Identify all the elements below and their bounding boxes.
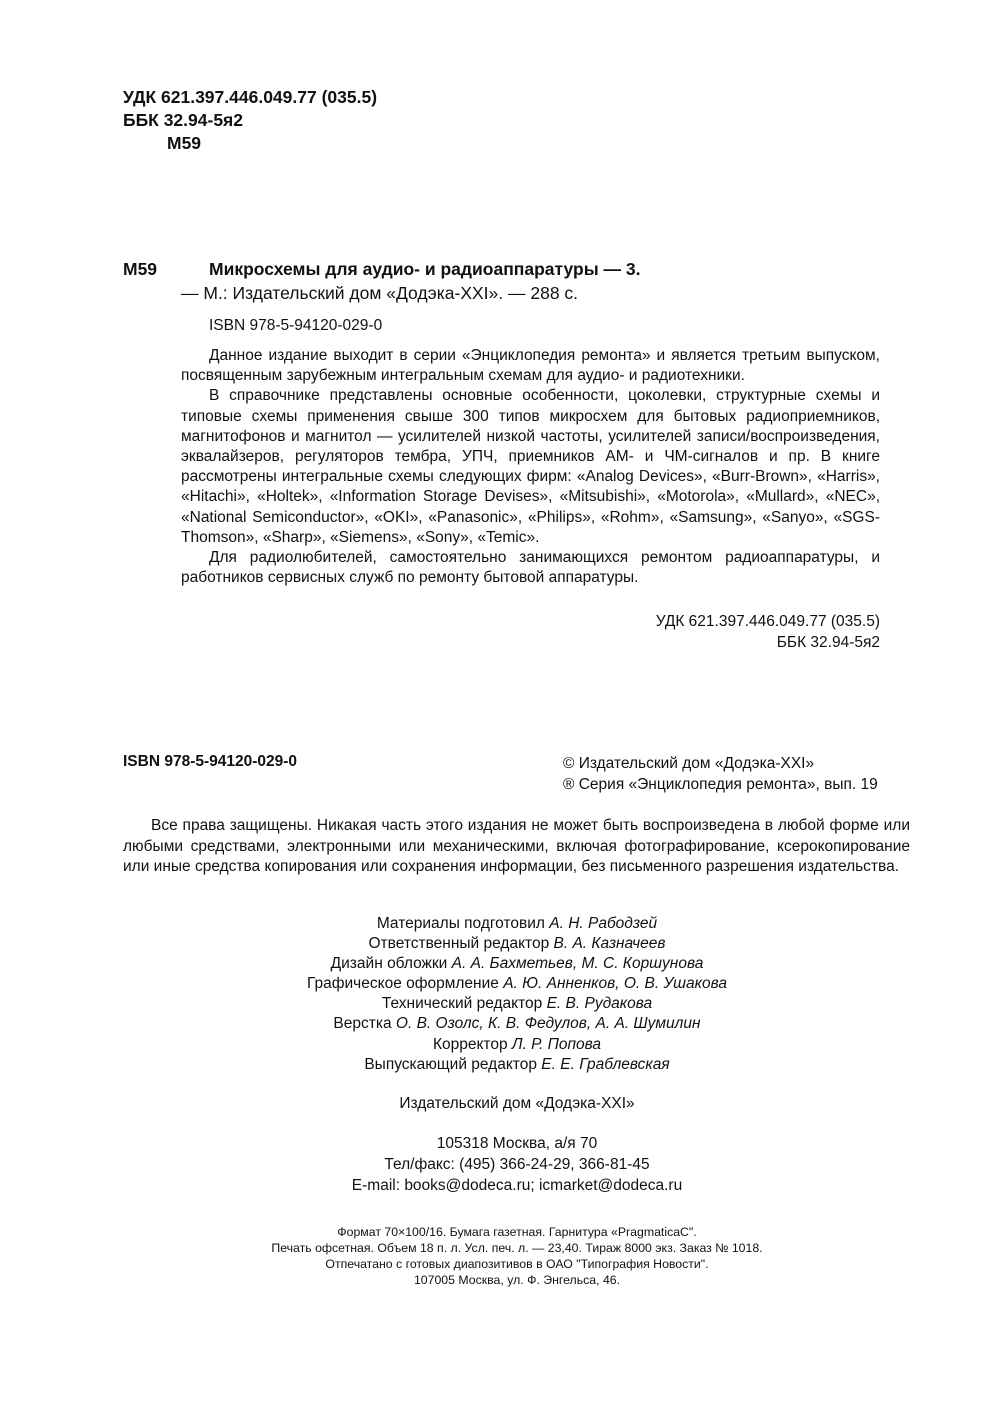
- credit-name: А. Ю. Анненков, О. В. Ушакова: [503, 975, 727, 993]
- credit-role: Материалы подготовил: [376, 915, 545, 932]
- credit-name: Л. Р. Попова: [511, 1035, 602, 1053]
- credit-name: В. А. Казначеев: [553, 935, 666, 953]
- publisher-name: Издательский дом «Додэка-XXI»: [399, 1095, 635, 1112]
- credit-line: [0, 1014, 1005, 1034]
- credit-role: Ответственный редактор: [368, 935, 550, 953]
- credit-line: [0, 1035, 1005, 1055]
- credit-role: Корректор: [432, 1035, 508, 1053]
- credit-line: [0, 1055, 1005, 1075]
- udk-code: УДК 621.397.446.049.77 (035.5): [123, 87, 378, 107]
- credit-name: О. В. Озолс, К. В. Федулов, А. А. Шумилин: [395, 1015, 701, 1033]
- series-notice: ® Серия «Энциклопедия ремонта», вып. 19: [563, 776, 878, 793]
- credit-line: [0, 934, 1005, 954]
- credit-role: Выпускающий редактор: [364, 1055, 537, 1073]
- credit-name: Е. В. Рудакова: [546, 995, 653, 1013]
- credit-line: [0, 914, 1005, 934]
- tech-spec-line: Формат 70×100/16. Бумага газетная. Гарнитура «PragmaticaC".: [337, 1225, 697, 1239]
- copyright-block: [563, 753, 878, 795]
- credit-name: А. А. Бахметьев, М. С. Коршунова: [451, 955, 704, 973]
- credit-role: Верстка: [333, 1015, 392, 1033]
- bbk-code: ББК 32.94-5я2: [123, 110, 243, 130]
- publication-imprint: — М.: Издательский дом «Додэка-XXI». — 288 с.: [181, 283, 579, 303]
- tech-spec-line: Отпечатано с готовых диапозитивов в ОАО "Типография Новости".: [325, 1257, 709, 1271]
- credit-line: [0, 954, 1005, 974]
- annotation: [181, 346, 880, 588]
- rights-notice: Все права защищены. Никакая часть этого издания не может быть воспроизведена в любой форме или любыми средствами, электронными или механическими, включая фотографирование, ксерокопирование или иные средства копирования или сохранения информации, без письменного разрешения издательства.: [123, 817, 910, 876]
- udk-code: УДК 621.397.446.049.77 (035.5): [655, 613, 880, 630]
- phone-fax: Тел/факс: (495) 366-24-29, 366-81-45: [384, 1156, 650, 1173]
- postal-address: 105318 Москва, а/я 70: [436, 1135, 598, 1152]
- credit-role: Графическое оформление: [307, 975, 499, 993]
- credit-role: Дизайн обложки: [330, 955, 448, 973]
- bbk-code: ББК 32.94-5я2: [776, 633, 880, 651]
- annotation-paragraph: Данное издание выходит в серии «Энциклопедия ремонта» и является третьим выпуском, посвященным зарубежным интегральным схемам для аудио- и радиотехники.: [181, 347, 880, 385]
- annotation-paragraph: Для радиолюбителей, самостоятельно занимающихся ремонтом радиоаппаратуры, и работников сервисных служб по ремонту бытовой аппаратуры.: [181, 549, 880, 587]
- credit-name: Е. Е. Граблевская: [541, 1055, 670, 1073]
- publisher-contacts: [0, 1133, 1005, 1196]
- author-mark: М59: [167, 133, 202, 153]
- credit-line: [0, 974, 1005, 994]
- credit-line: [0, 994, 1005, 1014]
- copyright-notice: © Издательский дом «Додэка-XXI»: [563, 755, 815, 772]
- classification-top: [123, 86, 377, 155]
- tech-spec-line: 107005 Москва, ул. Ф. Энгельса, 46.: [413, 1273, 621, 1287]
- credit-name: А. Н. Рабодзей: [549, 915, 658, 932]
- entry-author-mark: М59: [123, 259, 158, 279]
- credit-role: Технический редактор: [381, 995, 543, 1013]
- entry-isbn: ISBN 978-5-94120-029-0: [209, 317, 383, 334]
- isbn: ISBN 978-5-94120-029-0: [123, 753, 298, 770]
- classification-bottom: [656, 612, 880, 653]
- technical-specs: [0, 1224, 1005, 1288]
- credits: [0, 914, 1005, 1075]
- book-title: Микросхемы для аудио- и радиоаппаратуры — 3.: [209, 259, 641, 279]
- tech-spec-line: Печать офсетная. Объем 18 п. л. Усл. печ. л. — 23,40. Тираж 8000 экз. Заказ № 1018.: [271, 1241, 763, 1255]
- email: E-mail: books@dodeca.ru; icmarket@dodeca.ru: [351, 1177, 683, 1194]
- annotation-paragraph: В справочнике представлены основные особенности, цоколевки, структурные схемы и типовые схемы применения свыше 300 типов микросхем для бытовых радиоприемников, магнитофонов и магнитол — усилителей низкой частоты, усилителей записи/воспроизведения, эквалайзеров, регуляторов тембра, УПЧ, приемников АМ- и ЧМ-сигналов и пр. В книге рассмотрены интегральные схемы следующих фирм: «Analog Devices», «Burr-Brown», «Harris», «Hitachi», «Holtek», «Information Storage Devises», «Mitsubishi», «Motorola», «Mullard», «NEC», «National Semiconductor», «OKI», «Panasonic», «Philips», «Rohm», «Samsung», «Sanyo», «SGS-Thomson», «Sharp», «Siemens», «Sony», «Temic».: [181, 387, 880, 546]
